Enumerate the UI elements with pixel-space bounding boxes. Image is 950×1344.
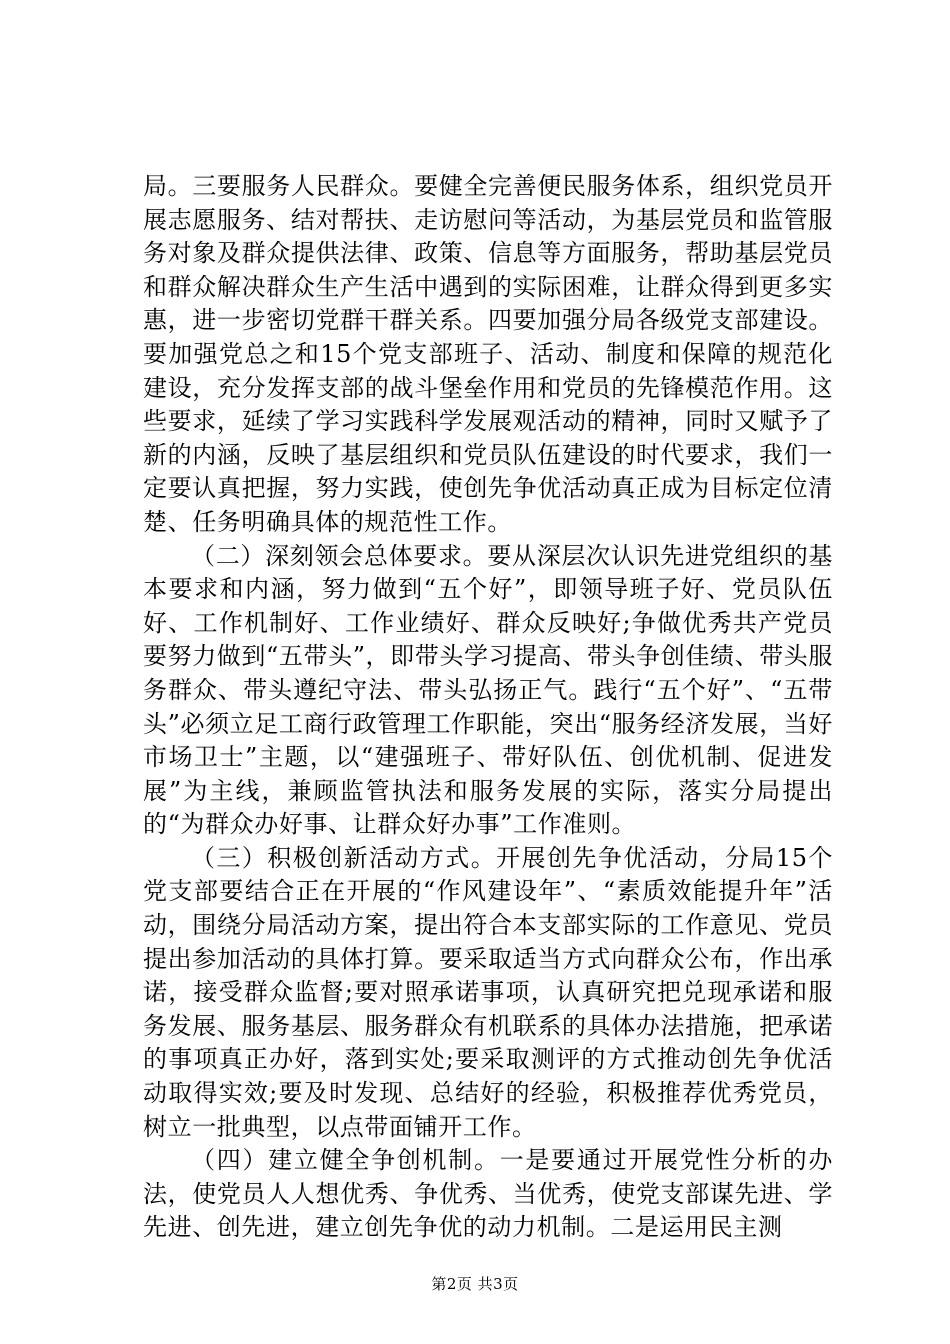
paragraph-mechanism: （四）建立健全争创机制。一是要通过开展党性分析的办法，使党员人人想优秀、争优秀、当优秀，使党支部谋先进、学先进、创先进，建立创先争优的动力机制。二是运用民主测 [143, 1146, 833, 1242]
document-body [143, 170, 833, 1245]
paragraph-overall-requirements: （二）深刻领会总体要求。要从深层次认识先进党组织的基本要求和内涵，努力做到“五个好”，即领导班子好、党员队伍好、工作机制好、工作业绩好、群众反映好;争做优秀共产党员要努力做到“五带头”，即带头学习提高、带头争创佳绩、带头服务群众、带头遵纪守法、带头弘扬正气。践行“五个好”、“五带头”必须立足工商行政管理工作职能，突出“服务经济发展，当好市场卫士”主题，以“建强班子、带好队伍、创优机制、促进发展”为主线，兼顾监管执法和服务发展的实际，落实分局提出的“为群众办好事、让群众好办事”工作准则。 [143, 541, 833, 839]
paragraph-activity-methods: （三）积极创新活动方式。开展创先争优活动，分局15个党支部要结合正在开展的“作风建设年”、“素质效能提升年”活动，围绕分局活动方案，提出符合本支部实际的工作意见、党员提出参加活动的具体打算。要采取适当方式向群众公布，作出承诺，接受群众监督;要对照承诺事项，认真研究把兑现承诺和服务发展、服务基层、服务群众有机联系的具体办法措施，把承诺的事项真正办好，落到实处;要采取测评的方式推动创先争优活动取得实效;要及时发现、总结好的经验，积极推荐优秀党员，树立一批典型，以点带面铺开工作。 [143, 843, 833, 1141]
page-number-footer: 第2页 共3页 [431, 1275, 519, 1293]
paragraph-continuation: 局。三要服务人民群众。要健全完善便民服务体系，组织党员开展志愿服务、结对帮扶、走访慰问等活动，为基层党员和监管服务对象及群众提供法律、政策、信息等方面服务，帮助基层党员和群众解决群众生产生活中遇到的实际困难，让群众得到更多实惠，进一步密切党群干群关系。四要加强分局各级党支部建设。要加强党总之和15个党支部班子、活动、制度和保障的规范化建设，充分发挥支部的战斗堡垒作用和党员的先锋模范作用。这些要求，延续了学习实践科学发展观活动的精神，同时又赋予了新的内涵，反映了基层组织和党员队伍建设的时代要求，我们一定要认真把握，努力实践，使创先争优活动真正成为目标定位清楚、任务明确具体的规范性工作。 [143, 172, 833, 536]
